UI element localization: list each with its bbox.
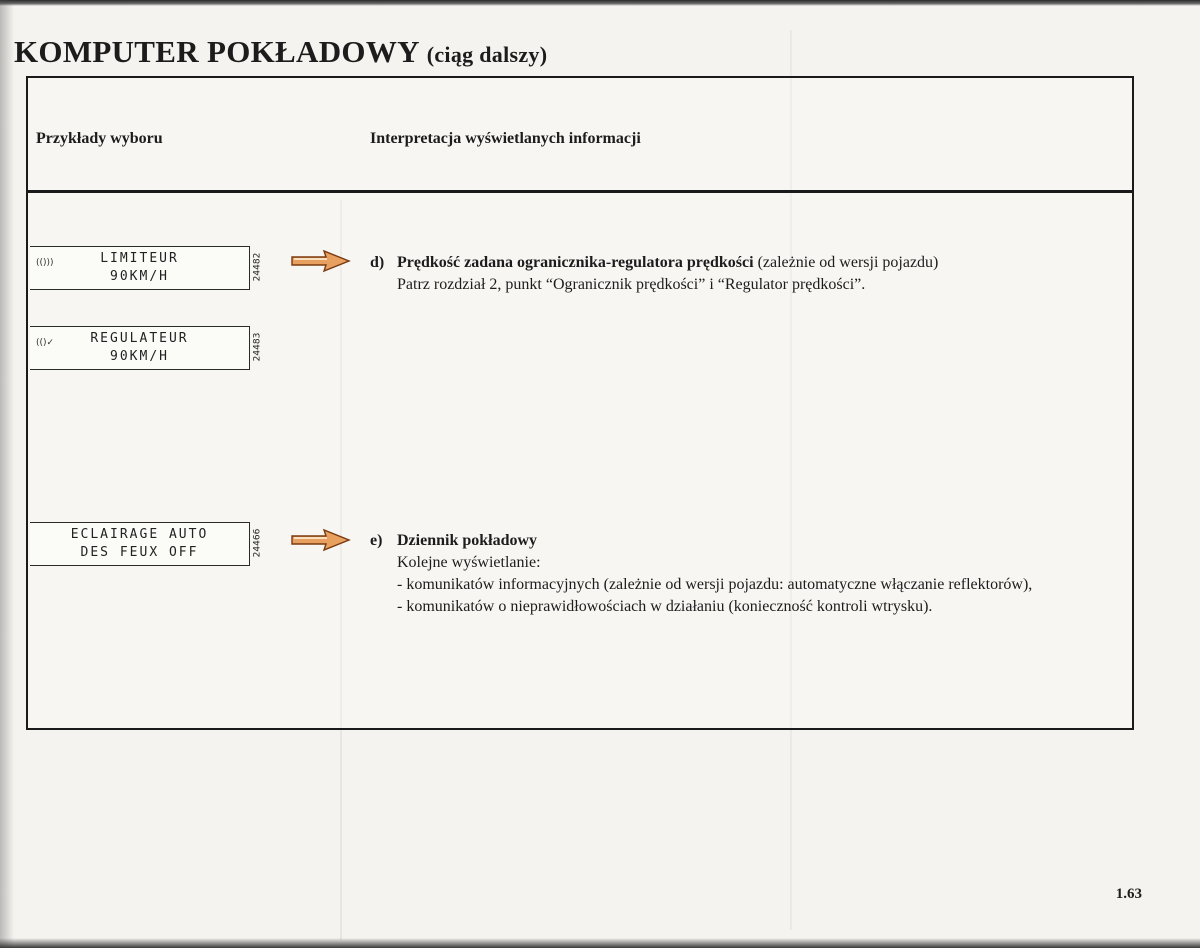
page-title-sub: (ciąg dalszy) bbox=[426, 42, 548, 67]
list-item: - komunikatów o nieprawidłowościach w działaniu (konieczność kontroli wtrysku). bbox=[397, 598, 933, 615]
lcd-line-1: REGULATEUR bbox=[90, 331, 189, 346]
header-separator bbox=[26, 190, 1134, 193]
page-number: 1.63 bbox=[1115, 886, 1142, 902]
column-header-interpretation: Interpretacja wyświetlanych informacji bbox=[370, 130, 641, 147]
figure-code: 24483 bbox=[252, 332, 263, 362]
arrow-right-icon bbox=[290, 527, 352, 553]
page-top-edge bbox=[0, 0, 1200, 6]
item-description: Patrz rozdział 2, punkt “Ogranicznik prędkości” i “Regulator prędkości”. bbox=[397, 276, 866, 293]
item-e bbox=[370, 530, 1130, 618]
item-letter: d) bbox=[370, 254, 385, 271]
page-title-main: KOMPUTER POKŁADOWY bbox=[14, 34, 419, 69]
arrow-right-icon bbox=[290, 248, 352, 274]
figure-code: 24482 bbox=[252, 252, 263, 282]
lcd-display-logbook bbox=[30, 522, 250, 566]
content-table-frame bbox=[26, 76, 1134, 730]
figure-code: 24466 bbox=[252, 528, 263, 558]
column-header-examples: Przykłady wyboru bbox=[36, 130, 163, 147]
item-title: Prędkość zadana ogranicznika-regulatora prędkości bbox=[397, 254, 754, 271]
item-title: Dziennik pokładowy bbox=[397, 532, 538, 549]
page-bottom-edge bbox=[0, 938, 1200, 948]
item-note: (zależnie od wersji pojazdu) bbox=[753, 254, 939, 271]
regulator-symbol-icon: (()✓ bbox=[36, 338, 55, 348]
item-letter: e) bbox=[370, 532, 383, 549]
lcd-line-2: 90KM/H bbox=[110, 269, 169, 284]
item-d bbox=[370, 252, 1110, 296]
list-item: - komunikatów informacyjnych (zależnie od wersji pojazdu: automatyczne włączanie reflektorów), bbox=[397, 576, 1033, 593]
lcd-line-2: DES FEUX OFF bbox=[80, 545, 199, 560]
lcd-line-2: 90KM/H bbox=[110, 349, 169, 364]
limiter-symbol-icon: (())) bbox=[36, 258, 54, 268]
lcd-line-1: ECLAIRAGE AUTO bbox=[70, 527, 209, 542]
page-binding-shadow bbox=[0, 0, 14, 948]
lcd-display-regulator bbox=[30, 326, 250, 370]
lcd-display-limiter bbox=[30, 246, 250, 290]
page-title bbox=[14, 34, 547, 70]
lcd-line-1: LIMITEUR bbox=[100, 251, 179, 266]
item-intro: Kolejne wyświetlanie: bbox=[397, 554, 541, 571]
